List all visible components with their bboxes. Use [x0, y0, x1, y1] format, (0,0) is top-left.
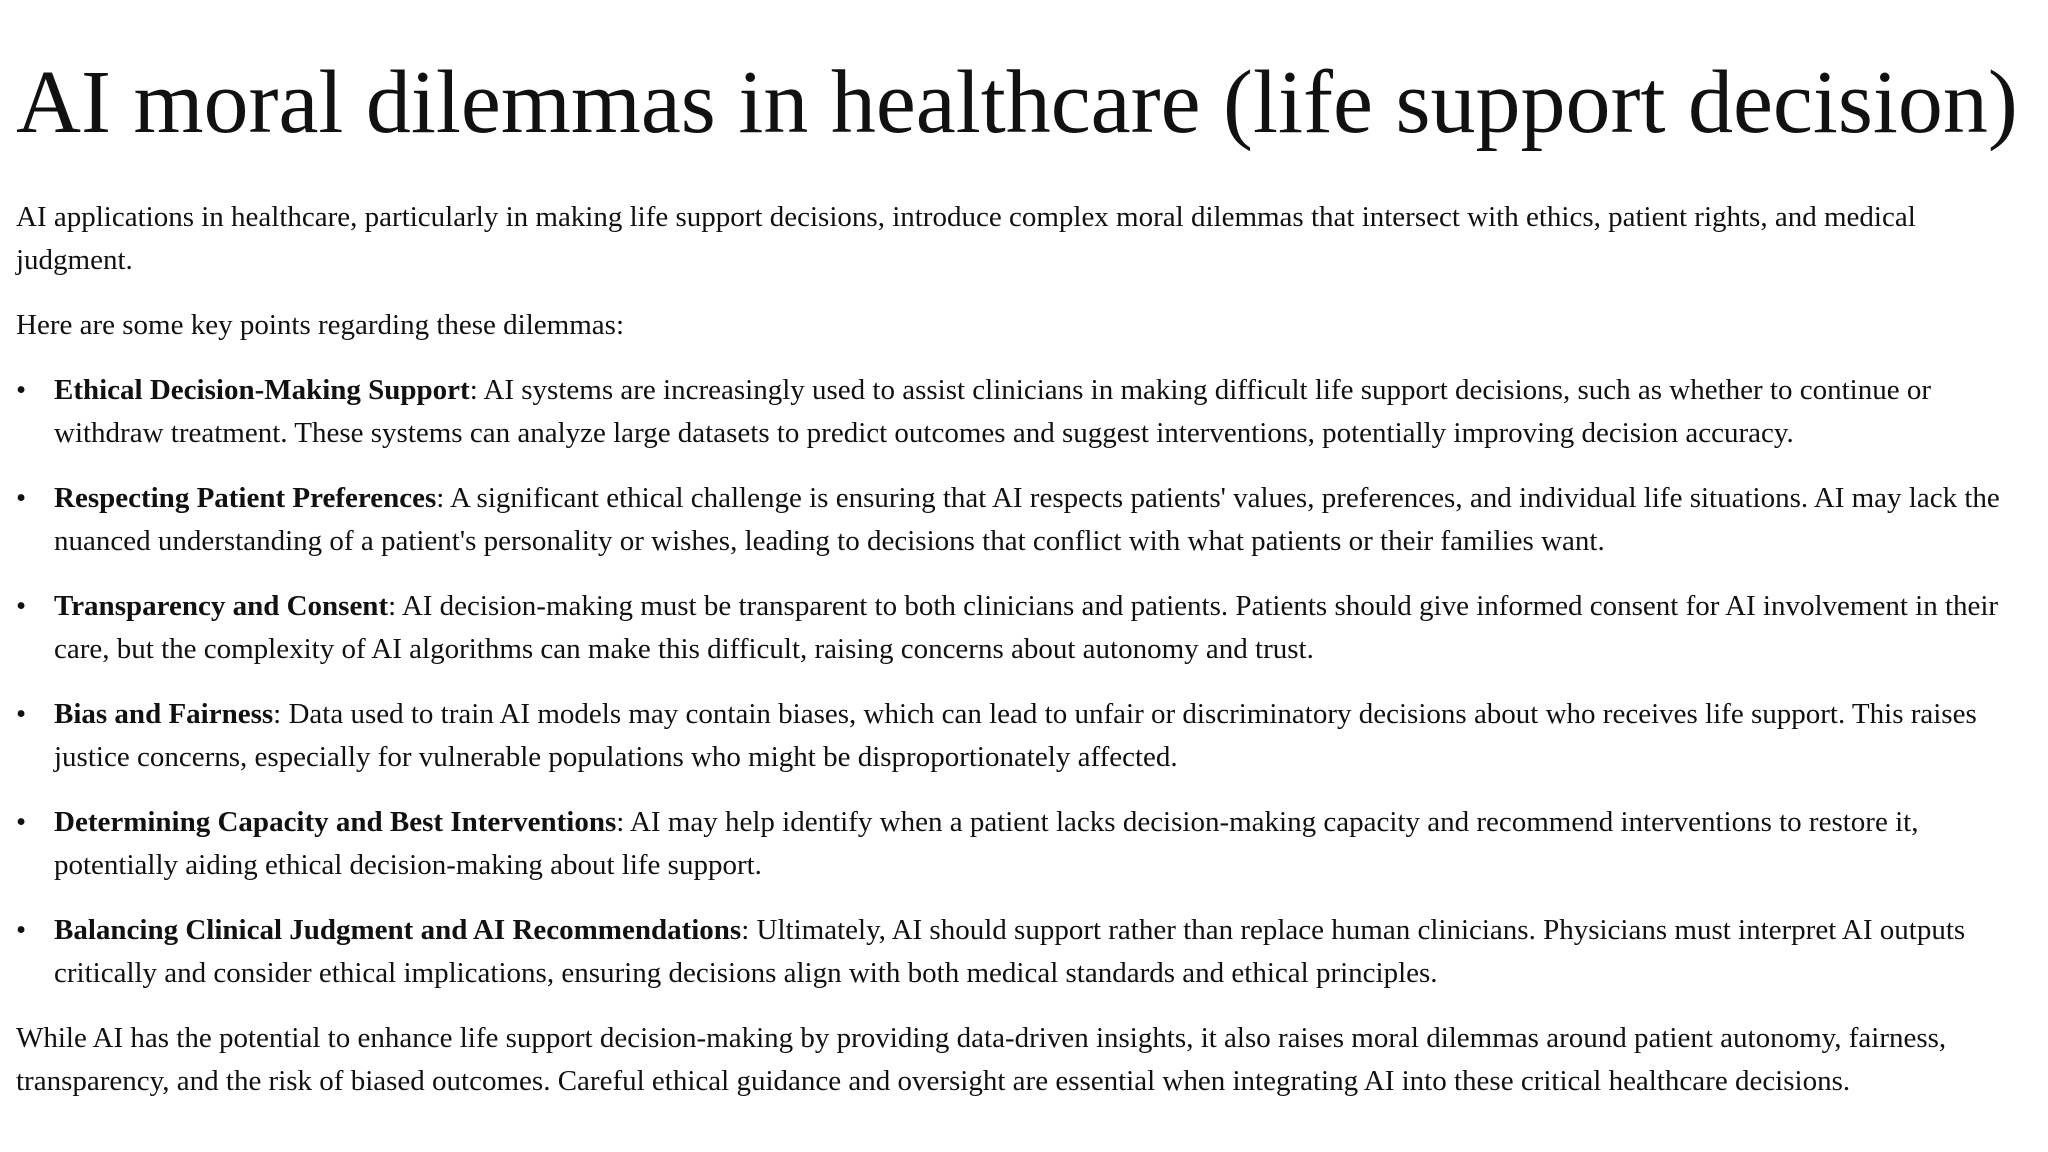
bullet-icon: • [16, 590, 27, 622]
document-page [16, 53, 2032, 1125]
point-term: Balancing Clinical Judgment and AI Recommendations [54, 914, 742, 946]
point-text: : AI decision-making must be transparent to both clinicians and patients. Patients should give informed consent for AI involvement in their care, but the complexity of AI algorithms can make this difficult, raising concerns about autonomy and trust. [54, 590, 1999, 665]
lead-in-paragraph: Here are some key points regarding these dilemmas: [16, 309, 624, 341]
point-text: : AI may help identify when a patient lacks decision-making capacity and recommend interventions to restore it, potentially aiding ethical decision-making about life support. [54, 806, 1919, 881]
bullet-icon: • [16, 374, 27, 406]
bullet-icon: • [16, 482, 27, 514]
conclusion-paragraph: While AI has the potential to enhance life support decision-making by providing data-driven insights, it also raises moral dilemmas around patient autonomy, fairness, transparency, and the risk of biased outcomes. Careful ethical guidance and oversight are essential when integrating AI into these critical healthcare decisions. [16, 1022, 1947, 1097]
point-term: Transparency and Consent [54, 590, 389, 622]
point-term: Determining Capacity and Best Interventions [54, 806, 617, 838]
list-item [16, 693, 2032, 779]
point-text: : Data used to train AI models may contain biases, which can lead to unfair or discriminatory decisions about who receives life support. This raises justice concerns, especially for vulnerable populations who might be disproportionately affected. [54, 698, 1977, 773]
bullet-icon: • [16, 698, 27, 730]
point-text: : AI systems are increasingly used to assist clinicians in making difficult life support decisions, such as whether to continue or withdraw treatment. These systems can analyze large datasets to predict outcomes and suggest interventions, potentially improving decision accuracy. [54, 374, 1931, 449]
point-term: Respecting Patient Preferences [54, 482, 437, 514]
list-item [16, 801, 2032, 887]
page-title: AI moral dilemmas in healthcare (life support decision) [16, 53, 2018, 152]
point-text: : A significant ethical challenge is ensuring that AI respects patients' values, preferences, and individual life situations. AI may lack the nuanced understanding of a patient's personality or wishes, leading to decisions that conflict with what patients or their families want. [54, 482, 2000, 557]
list-item [16, 477, 2032, 563]
intro-paragraph: AI applications in healthcare, particularly in making life support decisions, introduce complex moral dilemmas that intersect with ethics, patient rights, and medical judgment. [16, 201, 1916, 276]
point-text: : Ultimately, AI should support rather than replace human clinicians. Physicians must interpret AI outputs critically and consider ethical implications, ensuring decisions align with both medical standards and ethical principles. [54, 914, 1966, 989]
bullet-icon: • [16, 806, 27, 838]
point-term: Bias and Fairness [54, 698, 274, 730]
list-item [16, 585, 2032, 671]
point-term: Ethical Decision-Making Support [54, 374, 470, 406]
list-item [16, 369, 2032, 455]
list-item [16, 909, 2032, 995]
bullet-icon: • [16, 914, 27, 946]
key-points-list [16, 369, 2032, 995]
